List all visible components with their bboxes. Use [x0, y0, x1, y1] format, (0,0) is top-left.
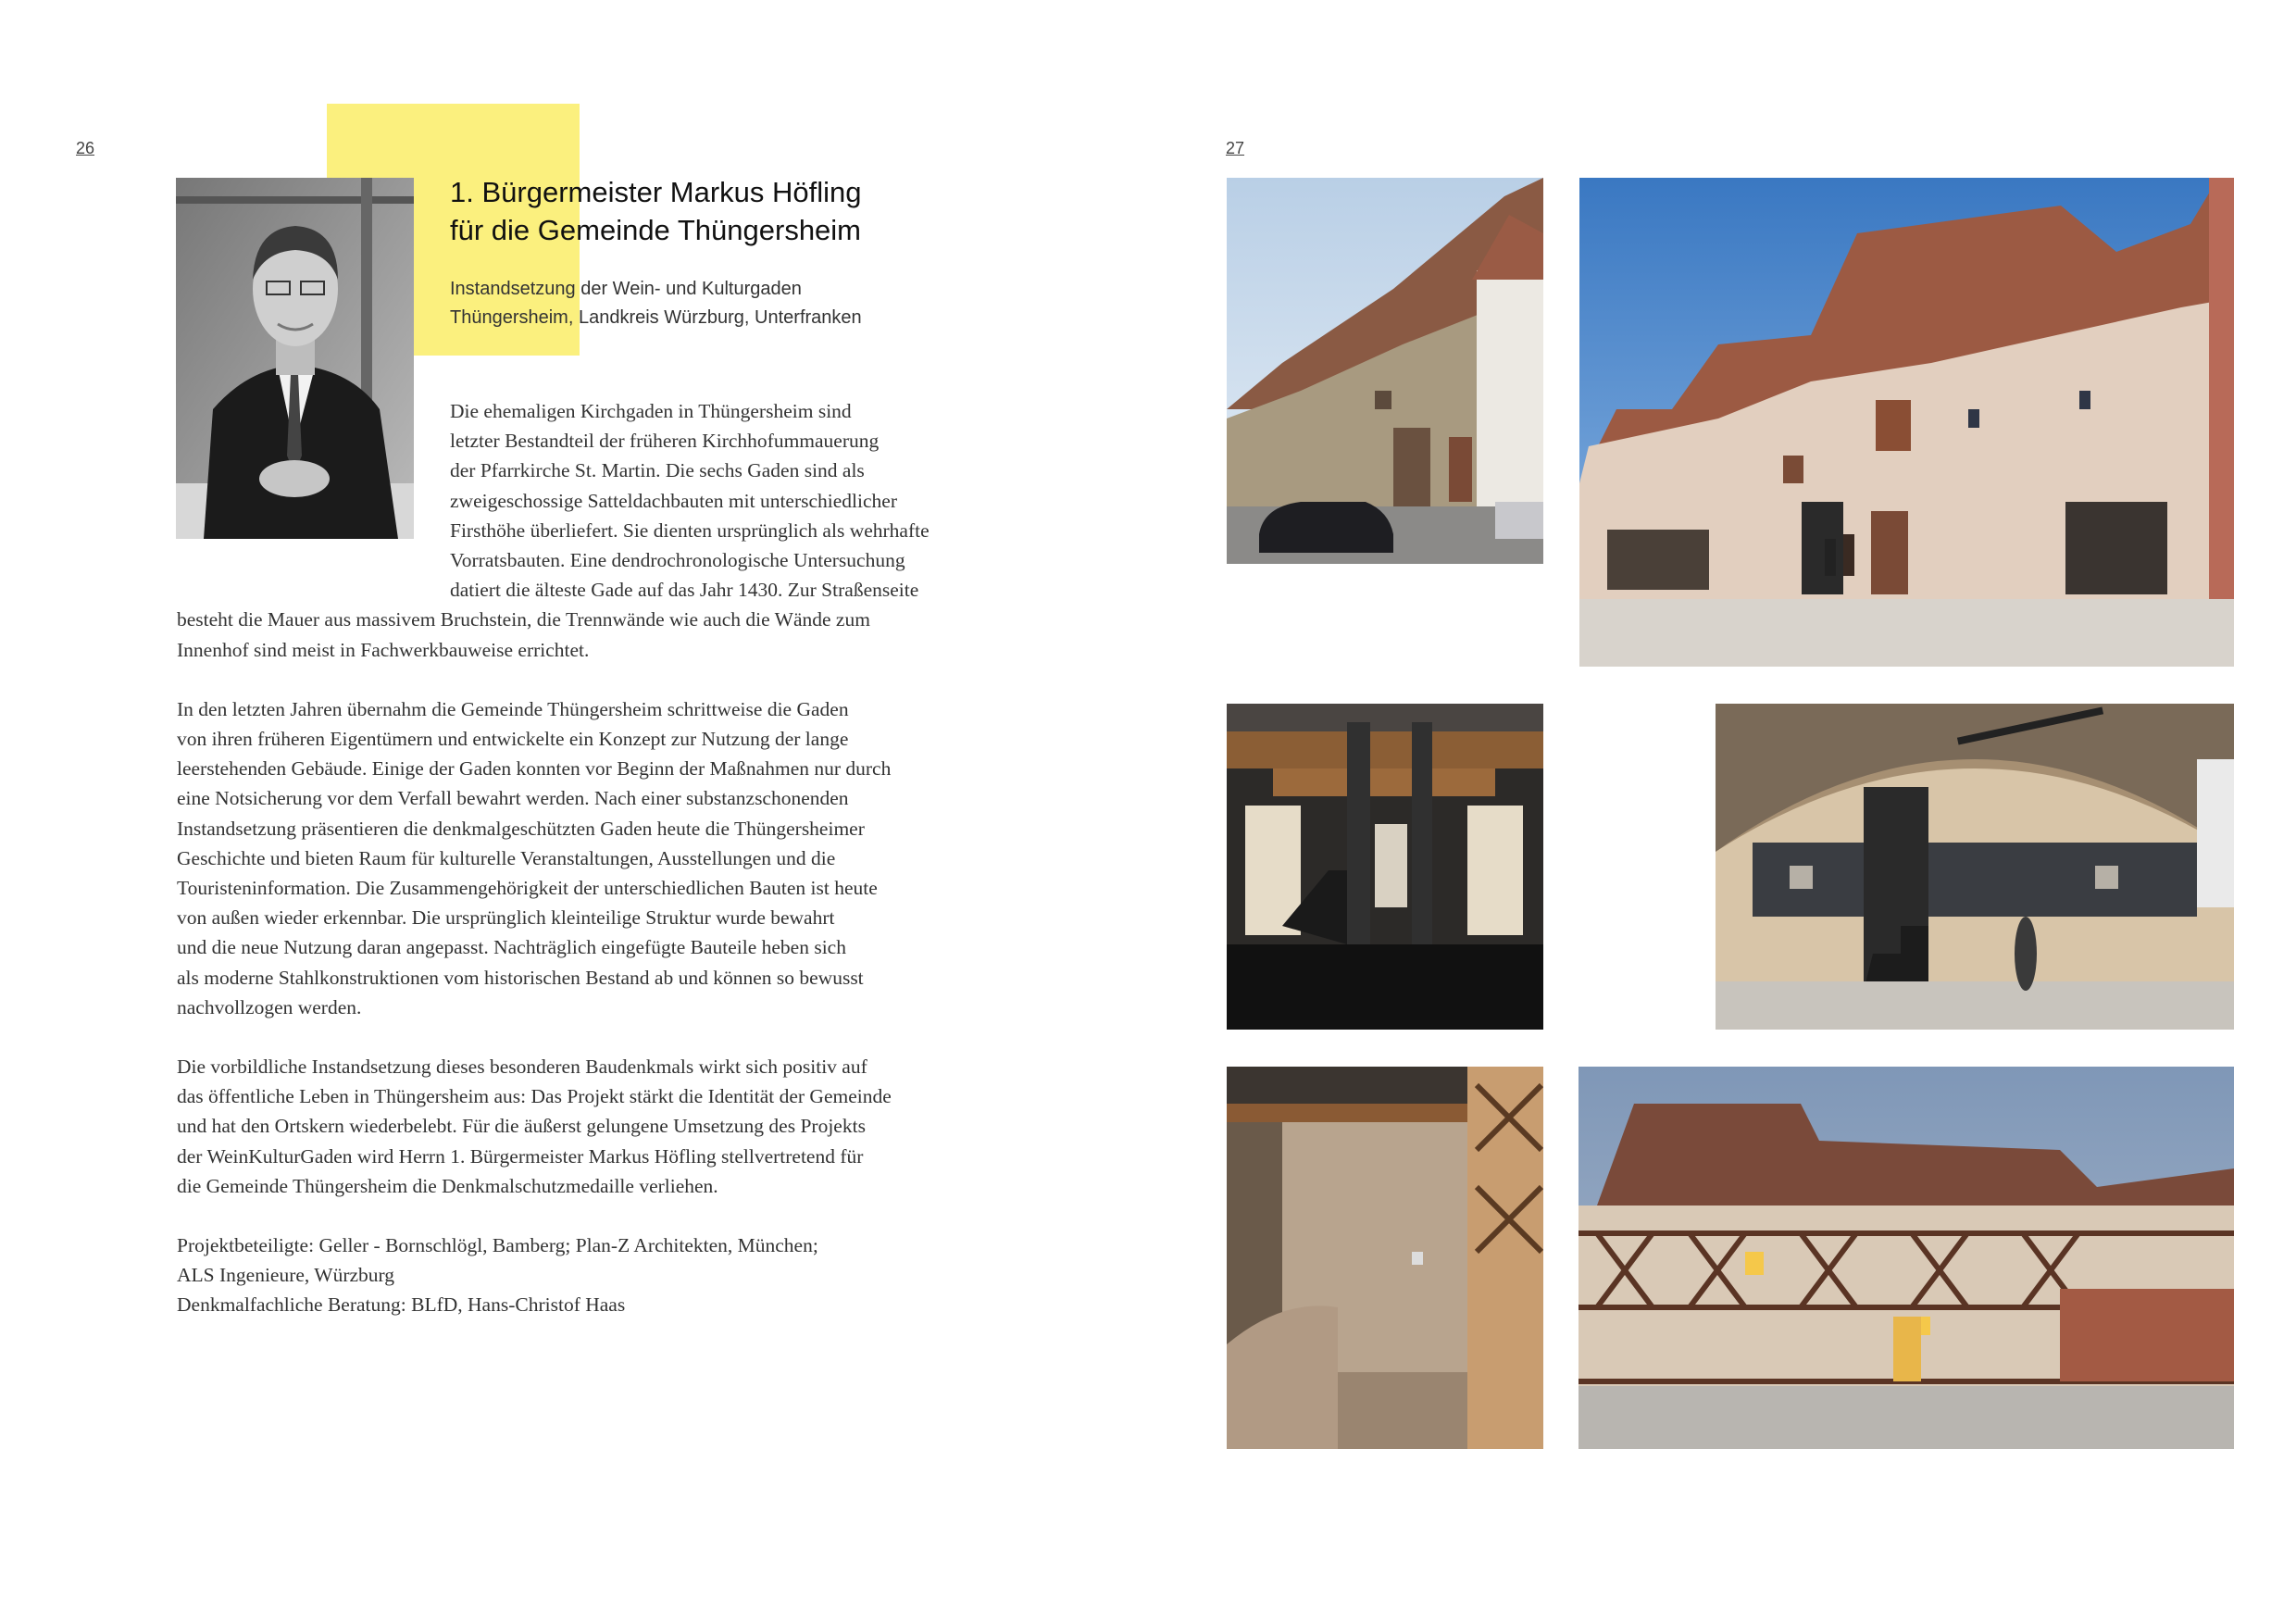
- text-line: der Pfarrkirche St. Martin. Die sechs Gaden sind als: [450, 459, 865, 482]
- photo-facade-main: [1579, 178, 2234, 667]
- text-line: Denkmalfachliche Beratung: BLfD, Hans-Christof Haas: [177, 1293, 626, 1317]
- text-line: In den letzten Jahren übernahm die Gemeinde Thüngersheim schrittweise die Gaden: [177, 697, 849, 720]
- text-line: letzter Bestandteil der früheren Kirchhofummauerung: [450, 430, 880, 453]
- text-line: die Gemeinde Thüngersheim die Denkmalschutzmedaille verliehen.: [177, 1174, 718, 1197]
- award-title-line1: 1. Bürgermeister Markus Höfling: [450, 176, 862, 208]
- text-line: eine Notsicherung vor dem Verfall bewahrt werden. Nach einer substanzschonenden: [177, 787, 849, 810]
- photo-courtyard-timber: [1578, 1067, 2234, 1449]
- text-line: ALS Ingenieure, Würzburg: [177, 1264, 395, 1287]
- text-line: besteht die Mauer aus massivem Bruchstein, die Trennwände wie auch die Wände zum: [177, 608, 870, 631]
- text-line: das öffentliche Leben in Thüngersheim aus: Das Projekt stärkt die Identität der Gemeinde: [177, 1085, 892, 1108]
- text-line: Instandsetzung präsentieren die denkmalgeschützten Gaden heute die Thüngersheimer: [177, 817, 865, 840]
- text-line: Innenhof sind meist in Fachwerkbauweise errichtet.: [177, 638, 590, 661]
- text-line: Die vorbildliche Instandsetzung dieses besonderen Baudenkmals wirkt sich positiv auf: [177, 1056, 867, 1079]
- page-number-right: 27: [1226, 139, 1245, 157]
- photo-interior-timber: [1227, 704, 1543, 1030]
- text-line: zweigeschossige Satteldachbauten mit unterschiedlicher: [450, 489, 897, 512]
- text-line: Touristeninformation. Die Zusammengehörigkeit der unterschiedlichen Bauten ist heute: [177, 877, 878, 900]
- text-line: von ihren früheren Eigentümern und entwickelte ein Konzept zur Nutzung der lange: [177, 728, 849, 751]
- paragraph-3: [177, 1052, 1029, 1201]
- text-line: nachvollzogen werden.: [177, 995, 362, 1018]
- text-line: von außen wieder erkennbar. Die ursprünglich kleinteilige Struktur wurde bewahrt: [177, 906, 835, 930]
- paragraph-1: [177, 396, 1029, 665]
- text-line: als moderne Stahlkonstruktionen vom historischen Bestand ab und können so bewusst: [177, 966, 864, 989]
- photo-vaulted-cellar: [1716, 704, 2234, 1030]
- photo-street-view: [1227, 178, 1543, 564]
- body-text: [177, 396, 1029, 1320]
- text-line: Firsthöhe überliefert. Sie dienten ursprünglich als wehrhafte: [450, 518, 930, 542]
- subtitle-line2: Thüngersheim, Landkreis Würzburg, Unterfranken: [450, 307, 862, 328]
- text-line: der WeinKulturGaden wird Herrn 1. Bürgermeister Markus Höfling stellvertretend für: [177, 1144, 864, 1168]
- text-line: datiert die älteste Gade auf das Jahr 1430. Zur Straßenseite: [450, 579, 919, 602]
- subtitle-line1: Instandsetzung der Wein- und Kulturgaden: [450, 279, 802, 299]
- text-line: Projektbeteiligte: Geller - Bornschlögl, Bamberg; Plan-Z Architekten, München;: [177, 1234, 818, 1257]
- text-line: leerstehenden Gebäude. Einige der Gaden konnten vor Beginn der Maßnahmen nur durch: [177, 757, 892, 781]
- award-title-line2: für die Gemeinde Thüngersheim: [450, 214, 862, 246]
- text-line: und die neue Nutzung daran angepasst. Nachträglich eingefügte Bauteile heben sich: [177, 936, 846, 959]
- text-line: und hat den Ortskern wiederbelebt. Für die äußerst gelungene Umsetzung des Projekts: [177, 1115, 866, 1138]
- credits: [177, 1230, 1029, 1320]
- photo-interior-stone: [1227, 1067, 1543, 1449]
- page-number-left: 26: [76, 139, 95, 157]
- text-line: Vorratsbauten. Eine dendrochronologische Untersuchung: [450, 549, 905, 572]
- paragraph-2: [177, 694, 1029, 1022]
- text-line: Geschichte und bieten Raum für kulturelle Veranstaltungen, Ausstellungen und die: [177, 846, 836, 869]
- text-line: Die ehemaligen Kirchgaden in Thüngersheim sind: [450, 400, 852, 422]
